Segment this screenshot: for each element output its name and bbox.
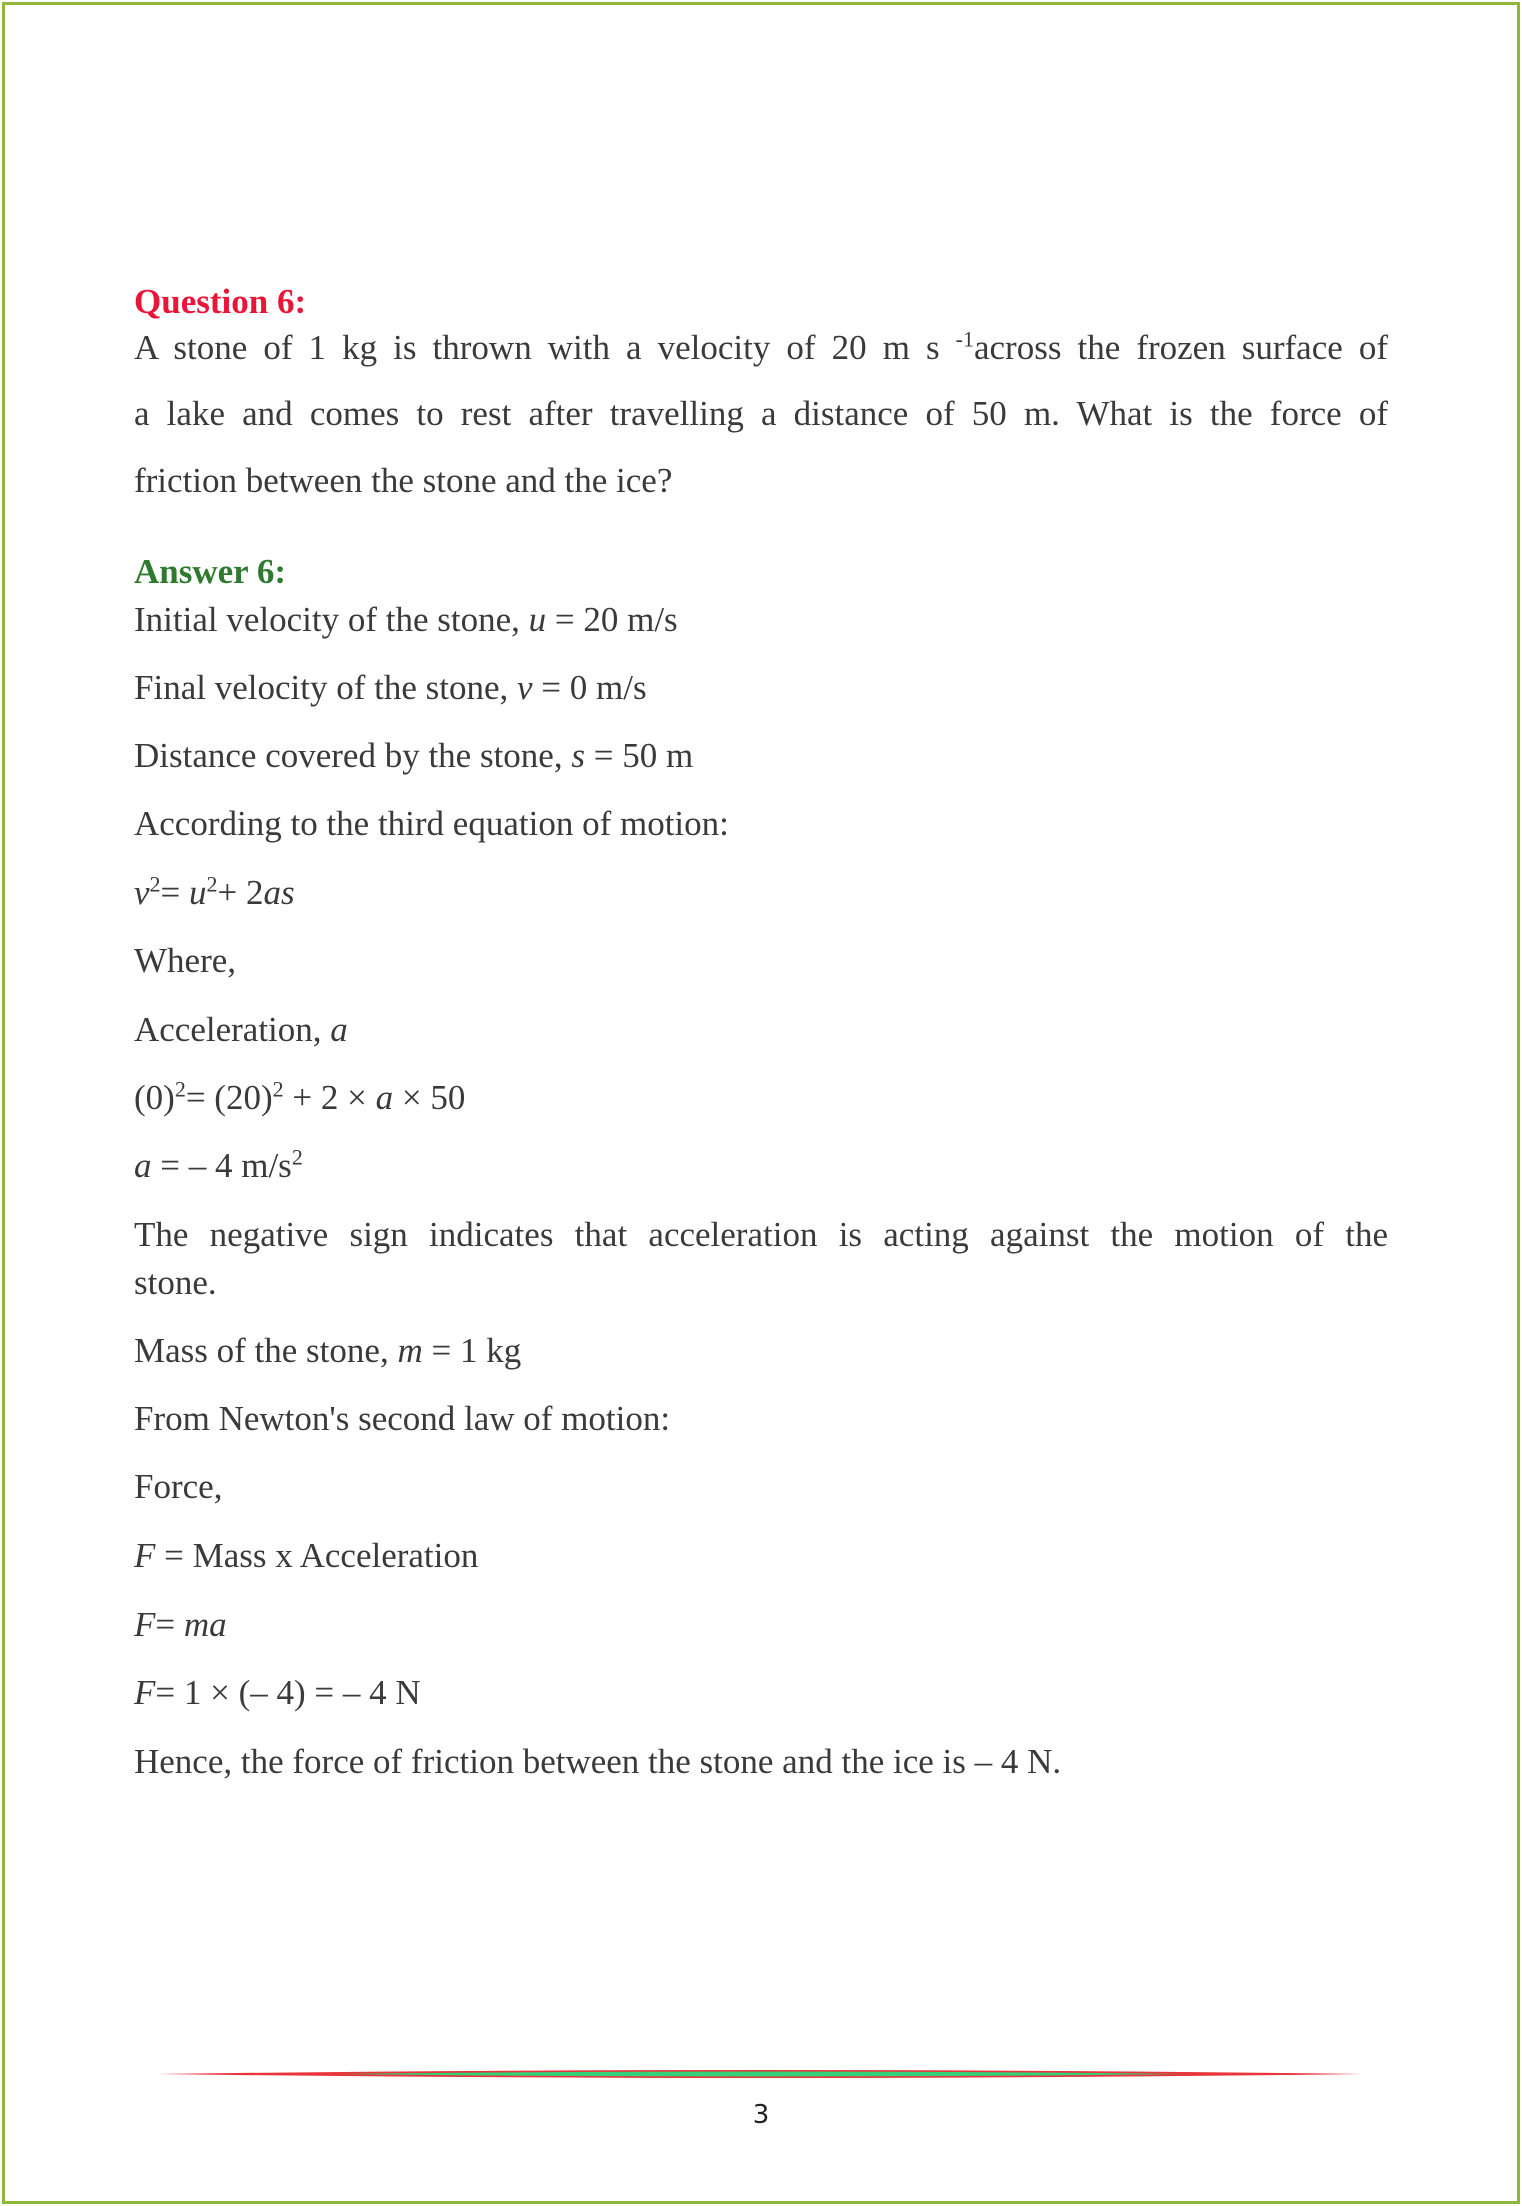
equation: $(0)^2= (20)^2 + 2 \times a \times 50$ [134, 1076, 466, 1117]
answer-line: Mass of the stone, m = 1 kg [134, 1331, 522, 1370]
question-heading: Question 6: [134, 282, 307, 321]
answer-line: Final velocity of the stone, v = 0 m/s [134, 668, 647, 707]
question-line-3: friction between the stone and the ice? [134, 461, 673, 500]
answer-line: stone. [134, 1263, 217, 1302]
answer-line: From Newton's second law of motion: [134, 1399, 671, 1438]
answer-line: The negative sign indicates that acceleration is acting against the motion of the [134, 1215, 1388, 1254]
conclusion: Hence, the force of friction between the stone and the ice is – 4 N. [134, 1742, 1062, 1781]
answer-line: Force, [134, 1467, 223, 1506]
answer-line: Where, [134, 941, 237, 980]
answer-line: Acceleration, a [134, 1010, 348, 1049]
question-line-1: A stone of 1 kg is thrown with a velocity of 20 m s $^{-1}$across the frozen surface of [134, 326, 1388, 367]
answer-heading: Answer 6: [134, 552, 286, 591]
answer-line: According to the third equation of motion: [134, 804, 729, 843]
answer-line: Initial velocity of the stone, u = 20 m/s [134, 600, 678, 639]
question-line-2: a lake and comes to rest after travelling a distance of 50 m. What is the force of [134, 394, 1388, 433]
equation: $v^2= u^2+ 2as$ [134, 871, 295, 912]
equation: F= ma [134, 1605, 227, 1644]
equation: a = – 4 $m/s^2$ [134, 1144, 303, 1185]
footer-divider [157, 2064, 1363, 2084]
equation: F= 1 × (– 4) = – 4 N [134, 1673, 421, 1712]
page-number: 3 [752, 2100, 770, 2130]
equation: F = Mass x Acceleration [134, 1536, 479, 1575]
answer-line: Distance covered by the stone, s = 50 m [134, 736, 694, 775]
